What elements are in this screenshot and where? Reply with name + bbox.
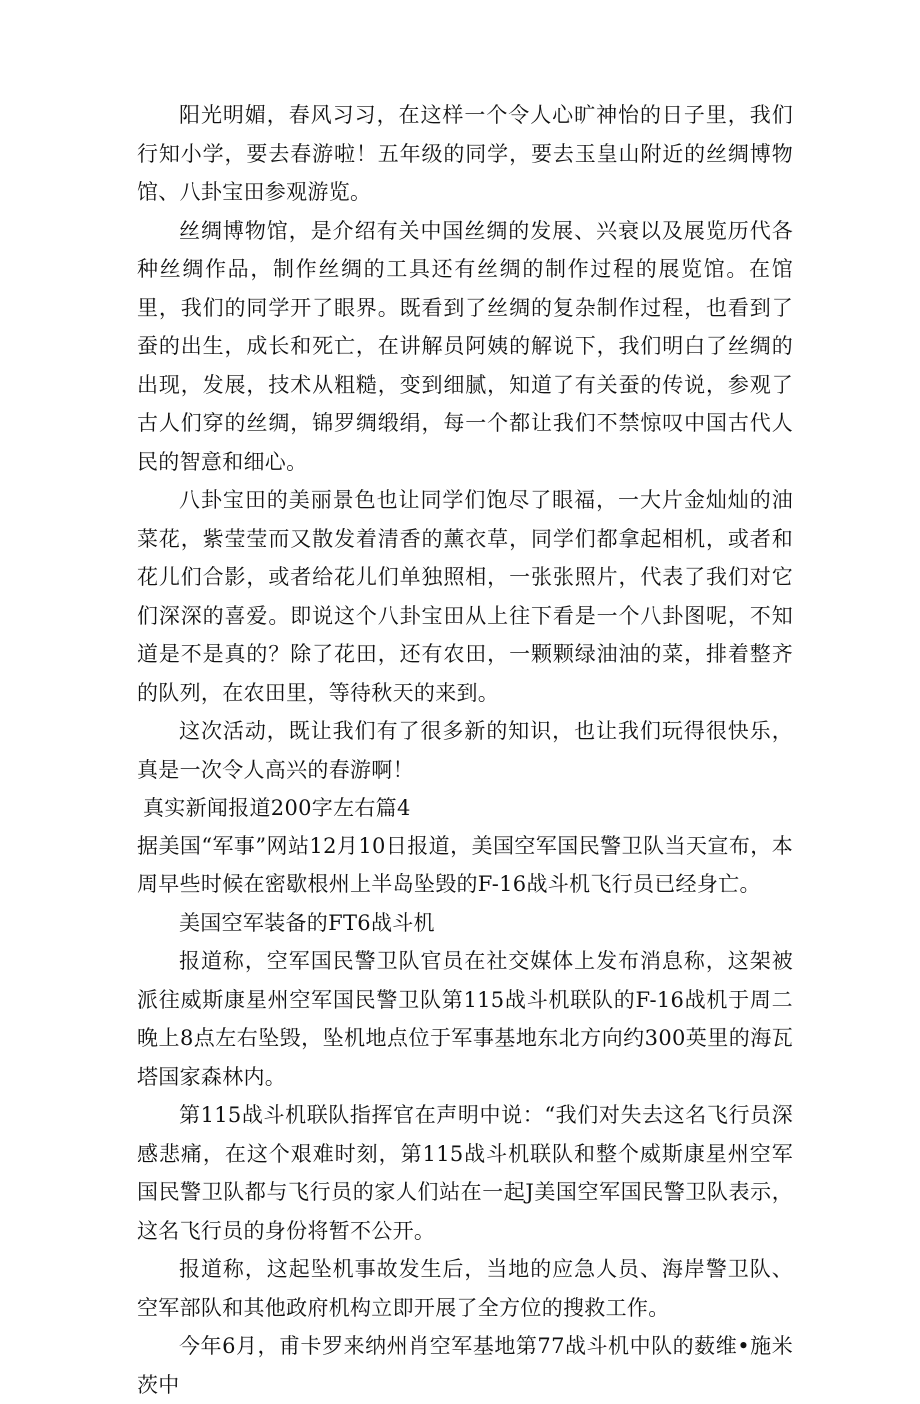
article-body	[137, 96, 793, 1404]
image-caption: 美国空军装备的FT6战斗机	[179, 910, 435, 935]
section-heading: 真实新闻报道200字左右篇4	[143, 796, 411, 820]
paragraph-silk-museum: 丝绸博物馆，是介绍有关中国丝绸的发展、兴衰以及展览历代各种丝绸作品，制作丝绸的工具还有丝绸的制作过程的展览馆。在馆里，我们的同学开了眼界。既看到了丝绸的复杂制作过程，也看到了蚕的出生，成长和死亡，在讲解员阿姨的解说下，我们明白了丝绸的出现，发展，技术从粗糙，变到细腻，知道了有关蚕的传说，参观了古人们穿的丝绸，锦罗绸缎绢，每一个都让我们不禁惊叹中国古代人民的智意和细心。	[137, 218, 793, 474]
paragraph-commander-statement: 第115战斗机联队指挥官在声明中说：“我们对失去这名飞行员深感悲痛，在这个艰难时刻，第115战斗机联队和整个威斯康星州空军国民警卫队都与飞行员的家人们站在一起J美国空军国民警卫队表示，这名飞行员的身份将暂不公开。	[137, 1103, 793, 1243]
paragraph-trip-conclusion: 这次活动，既让我们有了很多新的知识，也让我们玩得很快乐，真是一次令人高兴的春游啊！	[137, 719, 793, 782]
paragraph-june-incident: 今年6月，甫卡罗来纳州肖空军基地第77战斗机中队的薮维•施米茨中	[137, 1334, 793, 1397]
paragraph-bagua-field: 八卦宝田的美丽景色也让同学们饱尽了眼福，一大片金灿灿的油菜花，紫莹莹而又散发着清香的薰衣草，同学们都拿起相机，或者和花儿们合影，或者给花儿们单独照相，一张张照片，代表了我们对它们深深的喜爱。即说这个八卦宝田从上往下看是一个八卦图呢，不知道是不是真的？除了花田，还有农田，一颗颗绿油油的菜，排着整齐的队列，在农田里，等待秋天的来到。	[137, 488, 793, 705]
paragraph-crash-report: 报道称，空军国民警卫队官员在社交媒体上发布消息称，这架被派往威斯康星州空军国民警卫队第115战斗机联队的F-16战机于周二晚上8点左右坠毁，坠机地点位于军事基地东北方向约300英里的海瓦塔国家森林内。	[137, 949, 793, 1089]
paragraph-news-lead: 据美国“军事”网站12月10日报道，美国空军国民警卫队当天宣布，本周早些时候在密歇根州上半岛坠毁的F-16战斗机飞行员已经身亡。	[137, 833, 793, 896]
paragraph-spring-trip-intro: 阳光明媚，春风习习，在这样一个令人心旷神怡的日子里，我们行知小学，要去春游啦！五年级的同学，要去玉皇山附近的丝绸博物馆、八卦宝田参观游览。	[137, 103, 793, 204]
paragraph-search-rescue: 报道称，这起坠机事故发生后，当地的应急人员、海岸警卫队、空军部队和其他政府机构立即开展了全方位的搜救工作。	[137, 1257, 793, 1320]
